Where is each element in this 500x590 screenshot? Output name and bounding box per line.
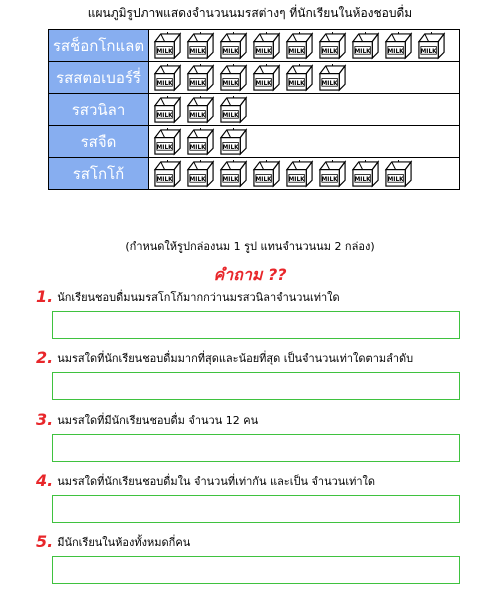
milk-carton-icon bbox=[251, 63, 282, 92]
svg-text:MILK: MILK bbox=[321, 176, 338, 183]
question-number: 3. bbox=[36, 410, 54, 429]
svg-text:MILK: MILK bbox=[321, 48, 338, 55]
milk-carton-icon bbox=[383, 159, 414, 188]
question-item bbox=[36, 289, 476, 306]
svg-text:MILK: MILK bbox=[156, 48, 173, 55]
question-number: 5. bbox=[36, 532, 54, 551]
answer-box[interactable] bbox=[52, 311, 460, 339]
category-label: รสสตอเบอร์รี่ bbox=[49, 62, 149, 94]
chart-row bbox=[49, 158, 460, 190]
milk-carton-icon bbox=[284, 159, 315, 188]
milk-carton-icon bbox=[317, 31, 348, 60]
milk-carton-icon bbox=[218, 95, 249, 124]
svg-text:MILK: MILK bbox=[222, 112, 239, 119]
question-label: นมรสใดที่มีนักเรียนชอบดื่ม จำนวน 12 คน bbox=[57, 414, 259, 427]
milk-carton-icon bbox=[218, 63, 249, 92]
svg-text:MILK: MILK bbox=[387, 48, 404, 55]
milk-carton-icon bbox=[350, 31, 381, 60]
question-number: 4. bbox=[36, 471, 54, 490]
chart-row bbox=[49, 126, 460, 158]
question-label: นักเรียนชอบดื่มนมรสโกโก้มากกว่านมรสวนิลาจำนวนเท่าใด bbox=[57, 291, 340, 304]
answer-box[interactable] bbox=[52, 495, 460, 523]
pictograph-table bbox=[48, 29, 460, 190]
milk-carton-icon bbox=[152, 63, 183, 92]
svg-text:MILK: MILK bbox=[189, 144, 206, 151]
category-label: รสช็อกโกแลต bbox=[49, 30, 149, 62]
svg-text:MILK: MILK bbox=[321, 80, 338, 87]
svg-text:MILK: MILK bbox=[156, 144, 173, 151]
milk-carton-icon bbox=[317, 159, 348, 188]
question-text bbox=[36, 350, 476, 367]
milk-carton-icon bbox=[185, 31, 216, 60]
svg-text:MILK: MILK bbox=[387, 176, 404, 183]
question-number: 2. bbox=[36, 348, 54, 367]
milk-carton-icon bbox=[251, 159, 282, 188]
milk-carton-icon bbox=[185, 127, 216, 156]
svg-text:MILK: MILK bbox=[156, 176, 173, 183]
question-number: 1. bbox=[36, 287, 54, 306]
milk-carton-icon bbox=[284, 63, 315, 92]
category-label: รสจืด bbox=[49, 126, 149, 158]
chart-row bbox=[49, 62, 460, 94]
svg-text:MILK: MILK bbox=[288, 176, 305, 183]
svg-text:MILK: MILK bbox=[189, 112, 206, 119]
svg-text:MILK: MILK bbox=[288, 80, 305, 87]
question-item bbox=[36, 412, 476, 429]
milk-carton-icon bbox=[152, 95, 183, 124]
milk-carton-icon bbox=[317, 63, 348, 92]
chart-row bbox=[49, 30, 460, 62]
svg-text:MILK: MILK bbox=[255, 48, 272, 55]
milk-carton-icon bbox=[218, 127, 249, 156]
milk-carton-icon bbox=[284, 31, 315, 60]
svg-text:MILK: MILK bbox=[222, 80, 239, 87]
svg-text:MILK: MILK bbox=[222, 176, 239, 183]
svg-text:MILK: MILK bbox=[288, 48, 305, 55]
answer-box[interactable] bbox=[52, 556, 460, 584]
question-item bbox=[36, 534, 476, 551]
milk-carton-icon bbox=[251, 31, 282, 60]
question-text bbox=[36, 473, 476, 490]
svg-text:MILK: MILK bbox=[255, 176, 272, 183]
question-item bbox=[36, 473, 476, 490]
icon-cell bbox=[149, 62, 460, 94]
svg-text:MILK: MILK bbox=[189, 48, 206, 55]
svg-text:MILK: MILK bbox=[354, 48, 371, 55]
milk-carton-icon bbox=[185, 95, 216, 124]
milk-carton-icon bbox=[218, 159, 249, 188]
question-text bbox=[36, 412, 476, 429]
milk-carton-icon bbox=[152, 159, 183, 188]
question-item bbox=[36, 350, 476, 367]
svg-text:MILK: MILK bbox=[189, 176, 206, 183]
icon-cell bbox=[149, 126, 460, 158]
milk-carton-icon bbox=[218, 31, 249, 60]
milk-carton-icon bbox=[185, 63, 216, 92]
answer-box[interactable] bbox=[52, 372, 460, 400]
milk-carton-icon bbox=[152, 31, 183, 60]
icon-cell bbox=[149, 158, 460, 190]
question-label: นมรสใดที่นักเรียนชอบดื่มมากที่สุดและน้อยที่สุด เป็นจำนวนเท่าใดตามลำดับ bbox=[57, 352, 414, 365]
svg-text:MILK: MILK bbox=[156, 80, 173, 87]
milk-carton-icon bbox=[152, 127, 183, 156]
milk-carton-icon bbox=[185, 159, 216, 188]
icon-cell bbox=[149, 94, 460, 126]
question-text bbox=[36, 289, 476, 306]
chart-title: แผนภูมิรูปภาพแสดงจำนวนนมรสต่างๆ ที่นักเรียนในห้องชอบดื่ม bbox=[87, 6, 413, 20]
icon-cell bbox=[149, 30, 460, 62]
legend-note: (กำหนดให้รูปกล่องนม 1 รูป แทนจำนวนนม 2 กล่อง) bbox=[125, 240, 375, 253]
chart-row bbox=[49, 94, 460, 126]
category-label: รสวนิลา bbox=[49, 94, 149, 126]
question-label: นมรสใดที่นักเรียนชอบดื่มใน จำนวนที่เท่ากัน และเป็น จำนวนเท่าใด bbox=[57, 475, 376, 488]
milk-carton-icon bbox=[383, 31, 414, 60]
svg-text:MILK: MILK bbox=[156, 112, 173, 119]
question-text bbox=[36, 534, 476, 551]
milk-carton-icon bbox=[350, 159, 381, 188]
svg-text:MILK: MILK bbox=[222, 144, 239, 151]
svg-text:MILK: MILK bbox=[420, 48, 437, 55]
category-label: รสโกโก้ bbox=[49, 158, 149, 190]
svg-text:MILK: MILK bbox=[222, 48, 239, 55]
svg-text:MILK: MILK bbox=[189, 80, 206, 87]
svg-text:MILK: MILK bbox=[354, 176, 371, 183]
answer-box[interactable] bbox=[52, 434, 460, 462]
question-label: มีนักเรียนในห้องทั้งหมดกี่คน bbox=[57, 536, 191, 549]
milk-carton-icon bbox=[416, 31, 447, 60]
svg-text:MILK: MILK bbox=[255, 80, 272, 87]
questions-header: คำถาม ?? bbox=[213, 265, 287, 284]
